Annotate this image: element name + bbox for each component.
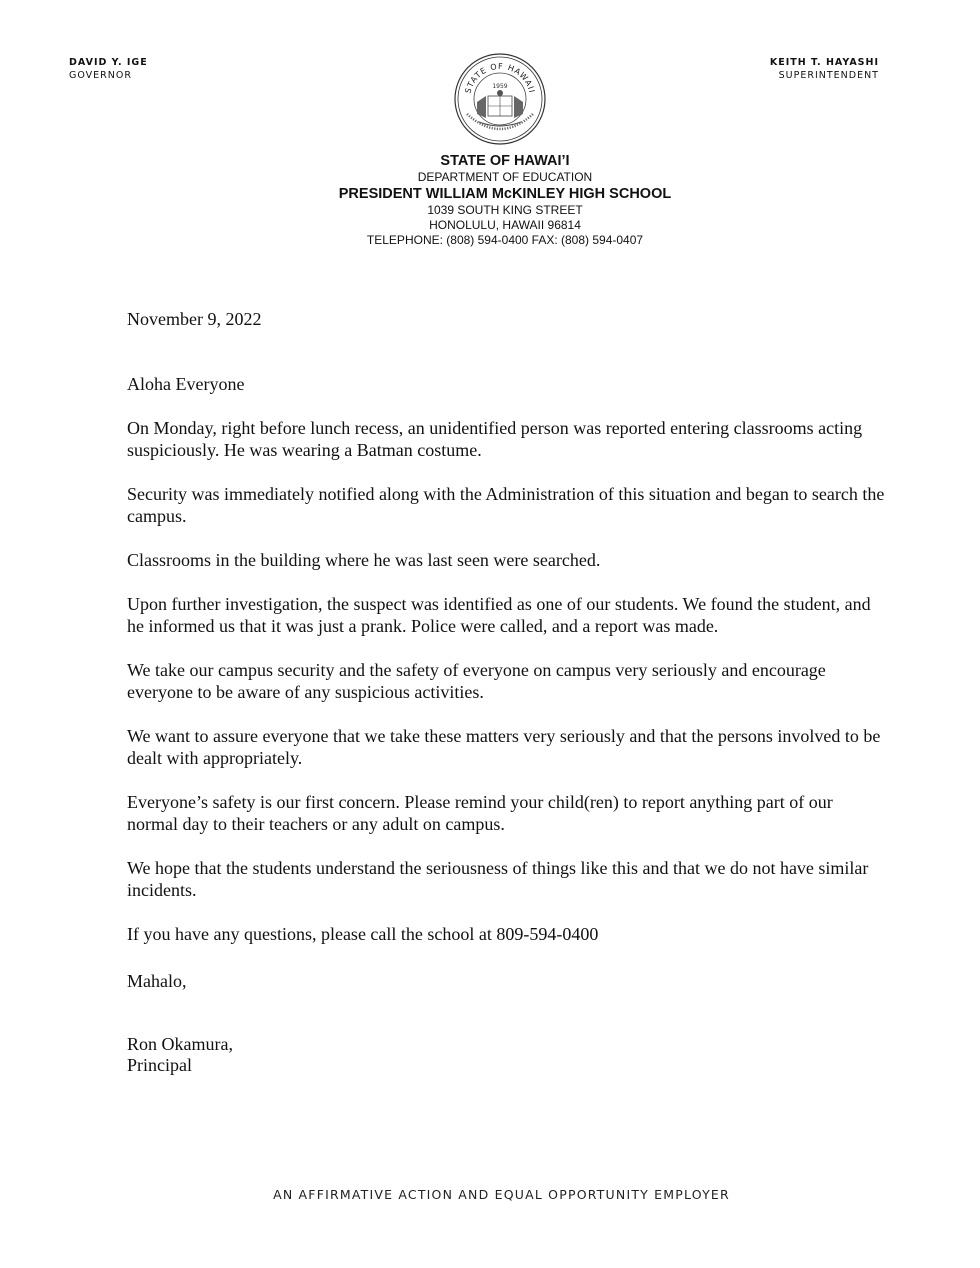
signer-title: Principal <box>127 1055 192 1075</box>
signature-block <box>127 1034 887 1076</box>
state-seal-icon <box>453 52 547 146</box>
seal-text: STATE OF HAWAII <box>463 61 537 95</box>
letterhead-phone: TELEPHONE: (808) 594-0400 FAX: (808) 594-0407 <box>366 233 644 247</box>
letterhead-school: PRESIDENT WILLIAM McKINLEY HIGH SCHOOL <box>338 186 672 202</box>
footer-statement: AN AFFIRMATIVE ACTION AND EQUAL OPPORTUNITY EMPLOYER <box>273 1187 730 1202</box>
letterhead-street: 1039 SOUTH KING STREET <box>427 203 583 217</box>
seal-year: 1959 <box>492 83 508 90</box>
letter-greeting: Aloha Everyone <box>127 374 245 394</box>
paragraph: Everyone’s safety is our first concern. Please remind your child(ren) to report anything part of our normal day to their teachers or any adult on campus. <box>127 792 833 834</box>
paragraph: We hope that the students understand the seriousness of things like this and that we do not have similar incidents. <box>127 858 869 900</box>
superintendent-block <box>770 56 879 82</box>
paragraph: Upon further investigation, the suspect was identified as one of our students. We found the student, and he informed us that it was just a prank. Police were called, and a report was made. <box>127 594 871 636</box>
superintendent-title: SUPERINTENDENT <box>778 70 879 81</box>
governor-title: GOVERNOR <box>69 70 132 81</box>
paragraph: Classrooms in the building where he was last seen were searched. <box>127 550 601 570</box>
letter-closing: Mahalo, <box>127 971 187 991</box>
letter-date: November 9, 2022 <box>127 309 262 329</box>
paragraph: We take our campus security and the safety of everyone on campus very seriously and encourage everyone to be aware of any suspicious activities. <box>127 660 826 702</box>
letter-body <box>127 417 887 967</box>
paragraph: If you have any questions, please call the school at 809-594-0400 <box>127 924 599 944</box>
letterhead-state: STATE OF HAWAI’I <box>440 153 570 169</box>
letterhead-city: HONOLULU, HAWAII 96814 <box>429 218 581 232</box>
superintendent-name: KEITH T. HAYASHI <box>769 57 879 68</box>
paragraph: Security was immediately notified along with the Administration of this situation and began to search the campus. <box>127 484 885 526</box>
signer-name: Ron Okamura, <box>127 1034 233 1054</box>
paragraph: On Monday, right before lunch recess, an unidentified person was reported entering classrooms acting suspiciously. He was wearing a Batman costume. <box>127 418 863 460</box>
governor-name: DAVID Y. IGE <box>69 57 148 68</box>
letterhead <box>240 153 770 248</box>
governor-block <box>69 56 148 82</box>
paragraph: We want to assure everyone that we take these matters very seriously and that the persons involved to be dealt with appropriately. <box>127 726 881 768</box>
letterhead-department: DEPARTMENT OF EDUCATION <box>417 170 593 184</box>
